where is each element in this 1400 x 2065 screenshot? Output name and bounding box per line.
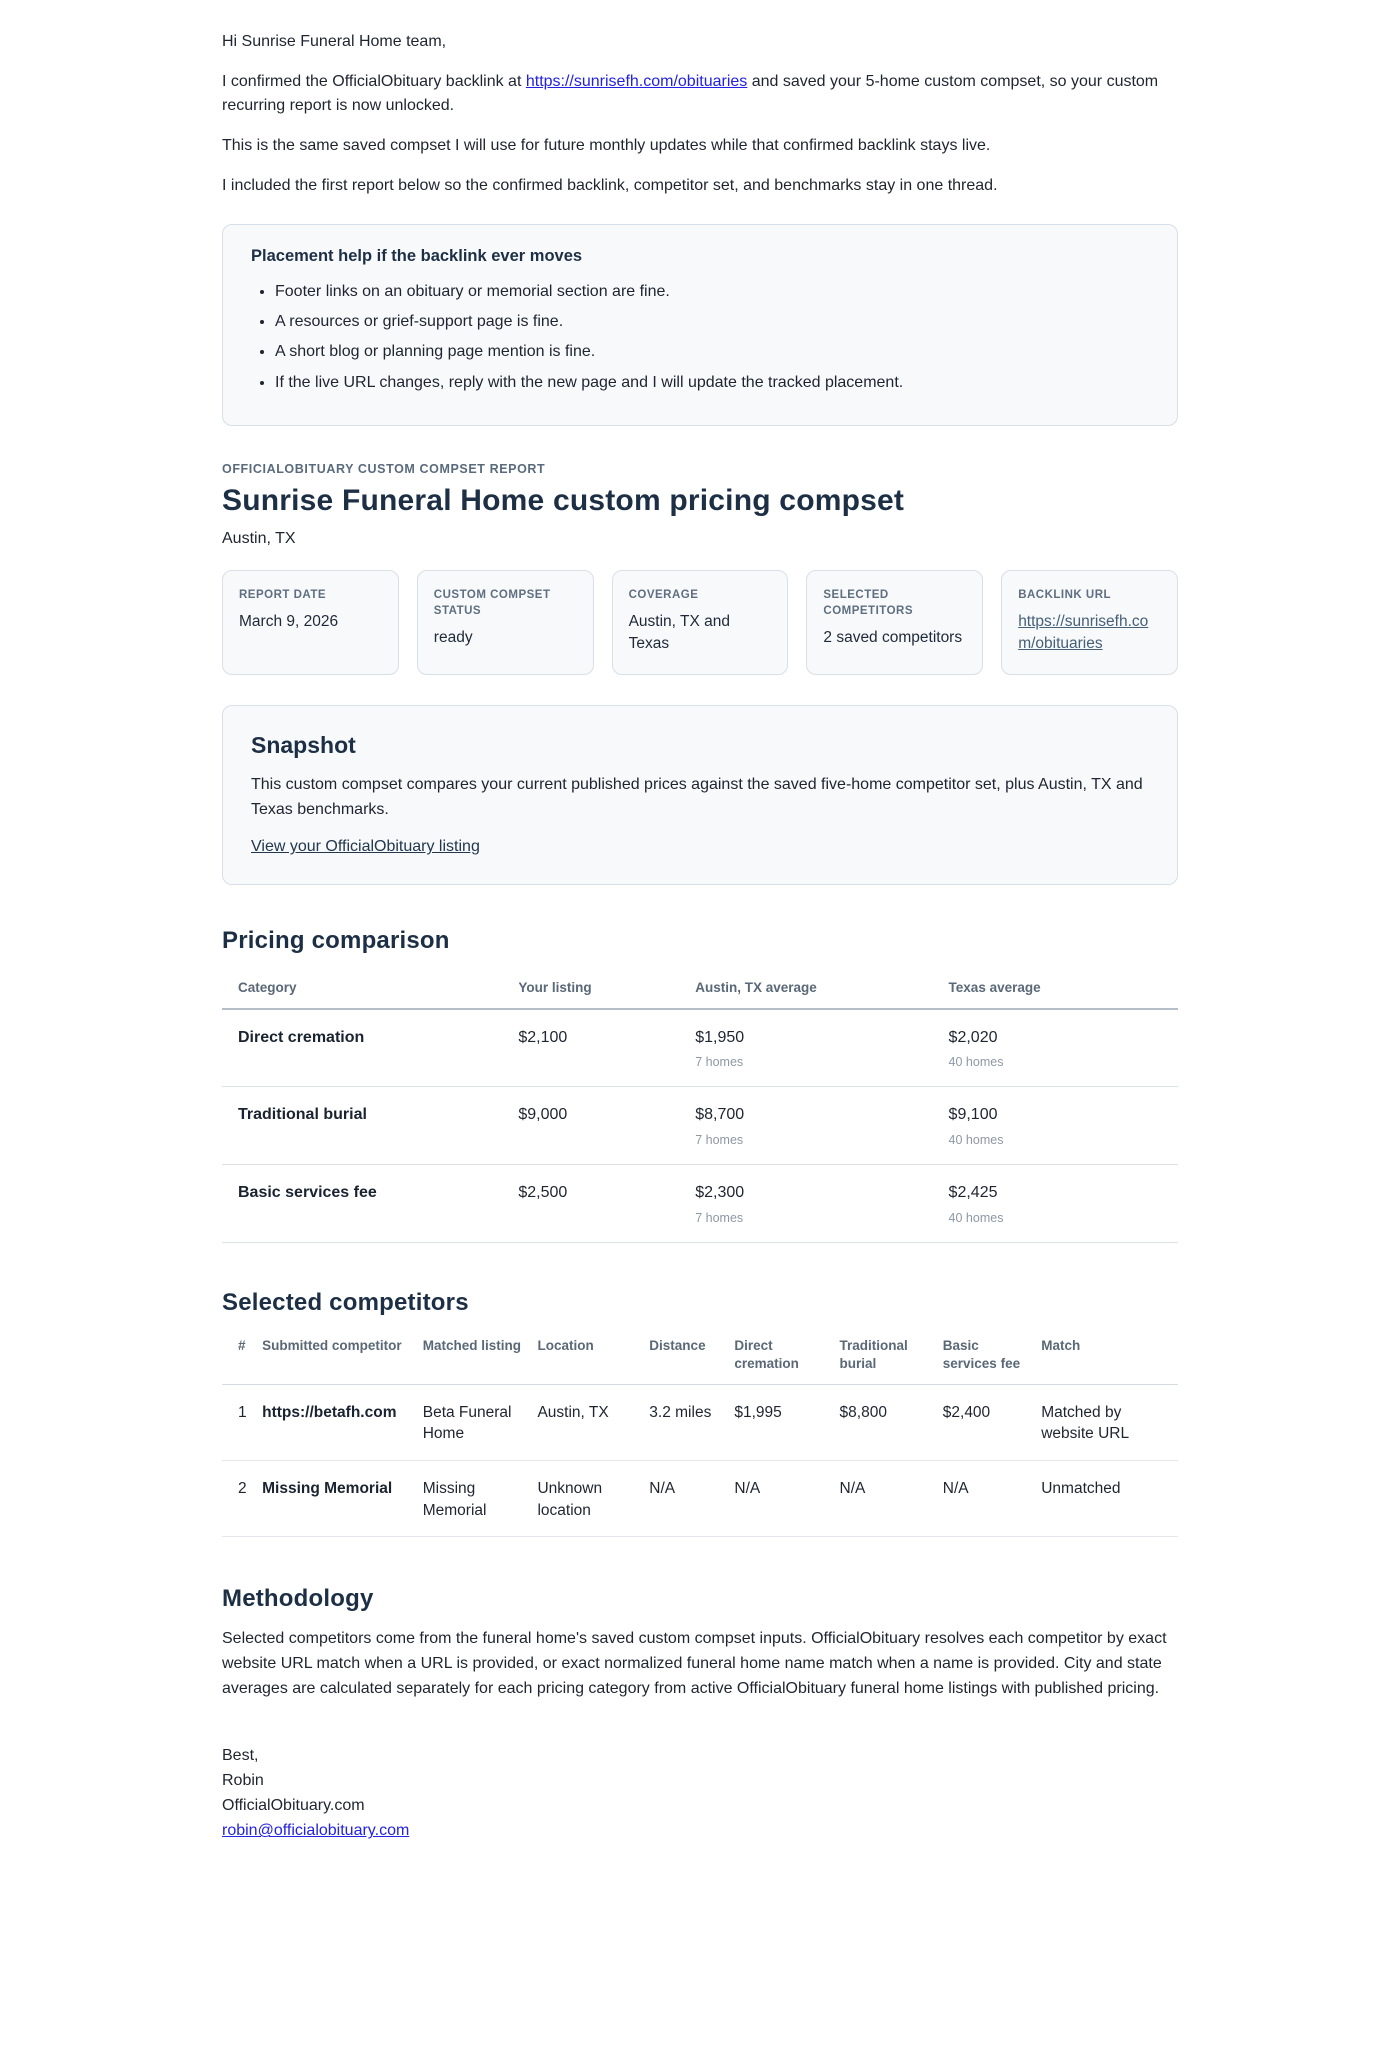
info-card-backlink-url (1001, 570, 1178, 675)
card-value: ready (433, 628, 473, 646)
category-cell: Basic services fee (238, 1184, 377, 1202)
card-label: SELECTED COMPETITORS (823, 588, 914, 617)
col-location: Location (537, 1338, 594, 1354)
card-value: Austin, TX and Texas (628, 612, 730, 653)
pricing-col-your-listing: Your listing (518, 980, 592, 996)
city-average-value: $2,300 (695, 1184, 745, 1202)
match-cell: Unmatched (1041, 1480, 1121, 1498)
direct-cremation-cell: $1,995 (734, 1403, 782, 1421)
submitted-competitor-cell: https://betafh.com (262, 1403, 397, 1421)
col-traditional-burial: Traditional burial (839, 1338, 908, 1372)
callout-list (257, 280, 1149, 394)
callout-item: • Footer links on an obituary or memorial section are fine. (275, 280, 1149, 303)
col-direct-cremation: Direct cremation (734, 1338, 799, 1372)
col-submitted-competitor: Submitted competitor (262, 1338, 402, 1354)
card-value: 2 saved competitors (823, 628, 963, 646)
competitors-heading: Selected competitors (222, 1289, 469, 1317)
submitted-competitor-cell: Missing Memorial (262, 1480, 393, 1498)
signature-company: OfficialObituary.com (222, 1797, 365, 1815)
selected-competitors-section (222, 1289, 1178, 1537)
methodology-section (222, 1585, 1178, 1701)
basic-services-fee-cell: N/A (942, 1480, 969, 1498)
distance-cell: N/A (649, 1480, 676, 1498)
table-row (222, 1461, 1178, 1537)
state-average-value: $9,100 (948, 1106, 998, 1124)
pricing-header-row (222, 969, 1178, 1008)
info-card-report-date (222, 570, 399, 675)
city-average-value: $8,700 (695, 1106, 745, 1124)
info-card-selected-competitors (806, 570, 983, 675)
basic-services-fee-cell: $2,400 (942, 1403, 991, 1421)
info-card-compset-status (417, 570, 594, 675)
state-average-value: $2,425 (948, 1184, 998, 1202)
city-sample-note: 7 homes (695, 1054, 744, 1069)
info-card-coverage (612, 570, 789, 675)
city-sample-note: 7 homes (695, 1210, 744, 1225)
report-eyebrow: OFFICIALOBITUARY CUSTOM COMPSET REPORT (222, 461, 546, 476)
table-row (222, 1087, 1178, 1165)
col-matched-listing: Matched listing (422, 1338, 521, 1354)
confirmed-backlink-link[interactable]: https://sunrisefh.com/obituaries (525, 73, 748, 90)
state-sample-note: 40 homes (948, 1054, 1004, 1069)
traditional-burial-cell: $8,800 (839, 1403, 887, 1421)
matched-listing-cell: Missing Memorial (422, 1480, 487, 1519)
table-row (222, 1165, 1178, 1243)
distance-cell: 3.2 miles (649, 1403, 712, 1421)
pricing-table (222, 969, 1178, 1243)
competitors-header-row (222, 1327, 1178, 1384)
card-label: REPORT DATE (239, 588, 327, 601)
snapshot-box (222, 705, 1178, 886)
col-number: # (238, 1338, 246, 1354)
direct-cremation-cell: N/A (734, 1480, 761, 1498)
callout-item: • A resources or grief-support page is fine. (275, 310, 1149, 333)
intro-paragraph-compset: This is the same saved compset I will use for future monthly updates while that confirmed backlink stays live. (222, 137, 991, 154)
card-label: COVERAGE (628, 588, 699, 601)
card-label: BACKLINK URL (1018, 588, 1112, 601)
your-listing-cell: $2,100 (518, 1028, 568, 1046)
signature-closing: Best, (222, 1746, 259, 1764)
greeting: Hi Sunrise Funeral Home team, (222, 33, 447, 50)
pricing-heading: Pricing comparison (222, 927, 450, 955)
state-average-cell (949, 1165, 1178, 1243)
table-row (222, 1009, 1178, 1087)
state-average-cell (949, 1009, 1178, 1087)
callout-item: • A short blog or planning page mention is fine. (275, 340, 1149, 363)
city-average-cell (695, 1087, 948, 1165)
row-number-cell: 2 (238, 1480, 247, 1498)
city-average-value: $1,950 (695, 1028, 745, 1046)
methodology-heading: Methodology (222, 1585, 374, 1613)
intro-text-before-link: I confirmed the OfficialObituary backlink at (222, 73, 526, 90)
state-sample-note: 40 homes (948, 1132, 1004, 1147)
your-listing-cell: $9,000 (518, 1106, 568, 1124)
callout-title: Placement help if the backlink ever moves (251, 247, 583, 265)
city-average-cell (695, 1009, 948, 1087)
intro-paragraph-backlink (222, 70, 1178, 118)
placement-help-callout (222, 224, 1178, 426)
matched-listing-cell: Beta Funeral Home (422, 1403, 512, 1443)
pricing-comparison-section (222, 927, 1178, 1243)
table-row (222, 1384, 1178, 1460)
state-average-value: $2,020 (948, 1028, 998, 1046)
category-cell: Direct cremation (238, 1028, 365, 1046)
row-number-cell: 1 (238, 1403, 247, 1421)
report-summary-cards (222, 570, 1178, 675)
methodology-body: Selected competitors come from the funeral home's saved custom compset inputs. OfficialObituary resolves each competitor by exact website URL match when a URL is provided, or exact normalized funeral home name match when a name is provided. City and state averages are calculated separately for each pricing category from active OfficialObituary funeral home listings with published pricing. (222, 1630, 1167, 1698)
location-cell: Austin, TX (537, 1403, 609, 1421)
competitors-table (222, 1327, 1178, 1537)
signature-email-link[interactable]: robin@officialobituary.com (222, 1822, 410, 1840)
snapshot-title: Snapshot (251, 731, 356, 758)
state-sample-note: 40 homes (948, 1210, 1004, 1225)
pricing-col-state-average: Texas average (948, 980, 1041, 996)
backlink-url-card-link[interactable]: https://sunrisefh.com/obituaries (1018, 612, 1149, 653)
city-average-cell (695, 1165, 948, 1243)
snapshot-body: This custom compset compares your current published prices against the saved five-home competitor set, plus Austin, TX and Texas benchmarks. (251, 775, 1143, 818)
state-average-cell (949, 1087, 1178, 1165)
col-match: Match (1041, 1338, 1081, 1354)
intro-paragraph-thread: I included the first report below so the confirmed backlink, competitor set, and benchmarks stay in one thread. (222, 177, 998, 194)
report-location: Austin, TX (222, 529, 296, 547)
intro-text-after-link: and saved your 5-home custom compset, so your custom recurring report is now unlocked. (222, 73, 1159, 114)
email-report-page (222, 0, 1178, 2065)
col-basic-services-fee: Basic services fee (942, 1338, 1021, 1372)
city-sample-note: 7 homes (695, 1132, 744, 1147)
match-cell: Matched by website URL (1041, 1403, 1130, 1443)
traditional-burial-cell: N/A (839, 1480, 866, 1498)
your-listing-cell: $2,500 (518, 1184, 568, 1202)
page-title: Sunrise Funeral Home custom pricing compset (222, 483, 905, 517)
card-value: March 9, 2026 (239, 612, 339, 630)
callout-item: • If the live URL changes, reply with the new page and I will update the tracked placement. (275, 371, 1149, 394)
card-label: CUSTOM COMPSET STATUS (433, 588, 551, 617)
view-listing-link[interactable]: View your OfficialObituary listing (251, 838, 480, 856)
col-distance: Distance (649, 1338, 706, 1354)
signature-block (222, 1744, 1178, 1843)
location-cell: Unknown location (537, 1480, 603, 1519)
category-cell: Traditional burial (238, 1106, 367, 1124)
signature-name: Robin (222, 1772, 264, 1790)
pricing-col-category: Category (238, 980, 297, 996)
pricing-col-city-average: Austin, TX average (695, 980, 817, 996)
